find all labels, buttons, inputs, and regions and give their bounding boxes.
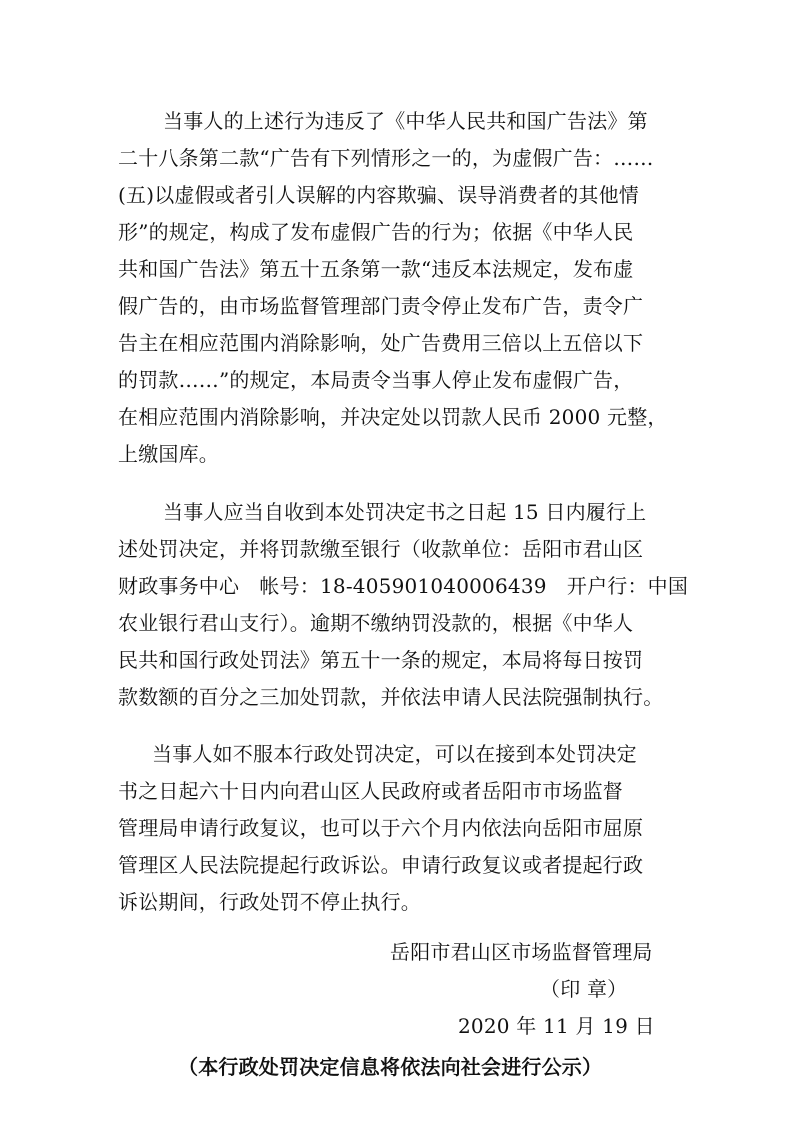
paragraph-3-line-1: 当事人如不服本行政处罚决定，可以在接到本处罚决定 bbox=[152, 742, 637, 766]
paragraph-2-line-4: 农业银行君山支行）。逾期不缴纳罚没款的，根据《中华人 bbox=[118, 611, 634, 635]
paragraph-3-line-3: 管理局申请行政复议，也可以于六个月内依法向岳阳市屈原 bbox=[118, 816, 644, 840]
seal-label: （印 章） bbox=[540, 977, 628, 1001]
paragraph-1-line-2: 二十八条第二款“广告有下列情形之一的，为虚假广告：…… bbox=[118, 146, 654, 170]
paragraph-3-line-2: 书之日起六十日内向君山区人民政府或者岳阳市市场监督 bbox=[118, 779, 623, 803]
paragraph-2-line-5: 民共和国行政处罚法》第五十一条的规定，本局将每日按罚 bbox=[118, 648, 644, 672]
paragraph-1-line-10: 上缴国库。 bbox=[118, 442, 219, 466]
paragraph-3-line-5: 诉讼期间，行政处罚不停止执行。 bbox=[118, 890, 421, 914]
paragraph-2-line-3: 财政事务中心 帐号：18-405901040006439 开户行：中国 bbox=[118, 574, 689, 598]
paragraph-1-line-9: 在相应范围内消除影响，并决定处以罚款人民币 2000 元整， bbox=[118, 405, 668, 429]
paragraph-2-line-6: 款数额的百分之三加处罚款，并依法申请人民法院强制执行。 bbox=[118, 685, 664, 709]
paragraph-1-line-3: (五)以虚假或者引人误解的内容欺骗、误导消费者的其他情 bbox=[118, 183, 640, 207]
paragraph-1-line-8: 的罚款……”的规定，本局责令当事人停止发布虚假广告， bbox=[118, 368, 634, 392]
paragraph-2-line-2: 述处罚决定，并将罚款缴至银行（收款单位：岳阳市君山区 bbox=[118, 537, 644, 561]
paragraph-1-line-6: 假广告的，由市场监督管理部门责令停止发布广告，责令广 bbox=[118, 294, 644, 318]
paragraph-3-line-4: 管理区人民法院提起行政诉讼。申请行政复议或者提起行政 bbox=[118, 853, 644, 877]
paragraph-2-line-1: 当事人应当自收到本处罚决定书之日起 15 日内履行上 bbox=[163, 500, 647, 524]
public-notice: （本行政处罚决定信息将依法向社会进行公示） bbox=[178, 1055, 603, 1079]
issue-date: 2020 年 11 月 19 日 bbox=[458, 1014, 655, 1038]
issuing-authority: 岳阳市君山区市场监督管理局 bbox=[390, 940, 653, 964]
paragraph-1-line-1: 当事人的上述行为违反了《中华人民共和国广告法》第 bbox=[163, 109, 648, 133]
paragraph-1-line-5: 共和国广告法》第五十五条第一款“违反本法规定，发布虚 bbox=[118, 257, 634, 281]
paragraph-1-line-7: 告主在相应范围内消除影响，处广告费用三倍以上五倍以下 bbox=[118, 331, 644, 355]
paragraph-1-line-4: 形”的规定，构成了发布虚假广告的行为；依据《中华人民 bbox=[118, 220, 634, 244]
